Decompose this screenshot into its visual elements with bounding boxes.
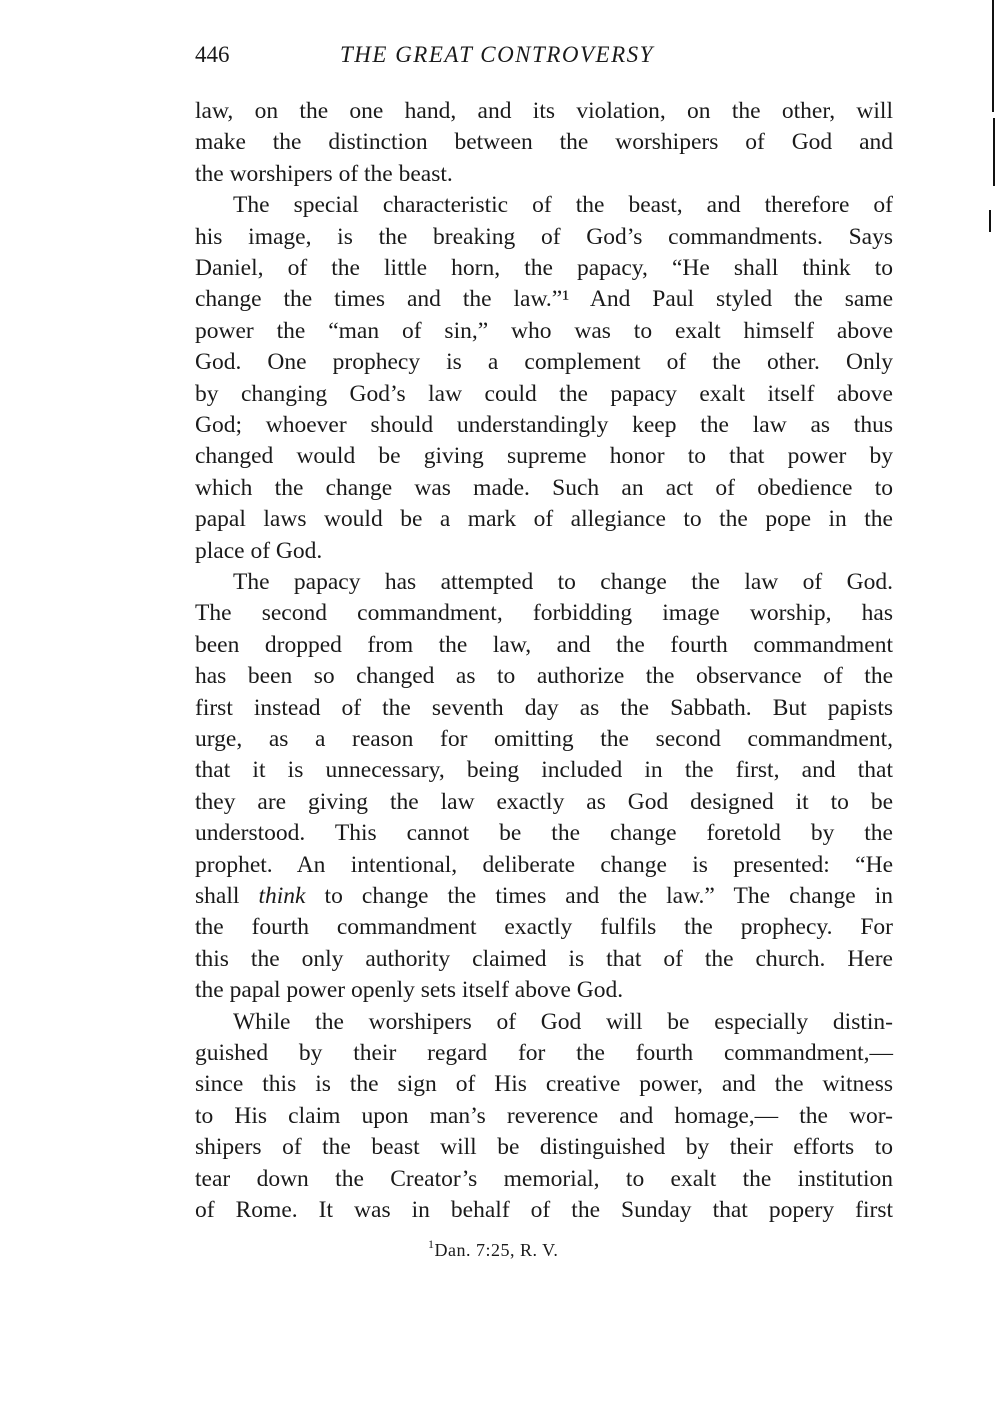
scan-edge-mark	[989, 210, 991, 232]
text-segment: to change the times and the law.” The change in	[305, 883, 893, 909]
scan-edge-mark	[992, 0, 994, 112]
text-line: been dropped from the law, and the fourth commandment	[195, 631, 893, 658]
text-line: The second commandment, forbidding image worship, has	[195, 600, 893, 627]
text-line: the fourth commandment exactly fulfils the prophecy. For	[195, 914, 893, 941]
text-line: Daniel, of the little horn, the papacy, “He shall think to	[195, 255, 893, 281]
text-line: make the distinction between the worshipers of God and	[195, 129, 893, 156]
text-line: God; whoever should understandingly keep the law as thus	[195, 412, 893, 438]
text-line: the papal power openly sets itself above God.	[195, 977, 624, 1004]
text-line: that it is unnecessary, being included in the first, and that	[195, 757, 893, 784]
text-line: change the times and the law.”¹ And Paul styled the same	[195, 286, 893, 313]
footnote-marker: 1	[428, 1237, 435, 1251]
text-line: tear down the Creator’s memorial, to exalt the institution	[195, 1165, 893, 1192]
text-line: his image, is the breaking of God’s commandments. Says	[195, 223, 893, 250]
text-line: urge, as a reason for omitting the second commandment,	[195, 726, 893, 752]
text-line: understood. This cannot be the change foretold by the	[195, 820, 893, 847]
text-line: they are giving the law exactly as God designed it to be	[195, 788, 893, 815]
text-line: place of God.	[195, 537, 323, 564]
scan-edge-mark	[993, 118, 995, 186]
text-line: the worshipers of the beast.	[195, 160, 453, 187]
text-line: this the only authority claimed is that of the church. Here	[195, 945, 893, 972]
text-line: by changing God’s law could the papacy exalt itself above	[195, 380, 893, 407]
text-line: which the change was made. Such an act of obedience to	[195, 474, 893, 501]
text-line: God. One prophecy is a complement of the other. Only	[195, 349, 893, 376]
text-line: law, on the one hand, and its violation, on the other, will	[195, 98, 893, 124]
text-line: since this is the sign of His creative power, and the witness	[195, 1071, 893, 1098]
page-number: 446	[195, 42, 230, 67]
running-title: THE GREAT CONTROVERSY	[340, 42, 654, 67]
text-line: to His claim upon man’s reverence and homage,— the wor-	[195, 1102, 893, 1129]
emphasis: think	[258, 883, 306, 909]
text-line: The papacy has attempted to change the law of God.	[233, 569, 893, 595]
text-line: changed would be giving supreme honor to that power by	[195, 443, 893, 470]
footnote	[428, 1237, 558, 1261]
text-line: power the “man of sin,” who was to exalt himself above	[195, 317, 893, 344]
text-line: The special characteristic of the beast, and therefore of	[233, 192, 893, 219]
text-line: guished by their regard for the fourth commandment,—	[195, 1040, 893, 1066]
text-line: While the worshipers of God will be especially distin-	[233, 1008, 893, 1035]
footnote-text: Dan. 7:25, R. V.	[434, 1240, 559, 1260]
text-line: has been so changed as to authorize the observance of the	[195, 663, 893, 690]
text-line: of Rome. It was in behalf of the Sunday that popery first	[195, 1197, 893, 1223]
text-segment: shall	[195, 883, 259, 909]
text-line	[195, 881, 893, 912]
text-line: papal laws would be a mark of allegiance to the pope in the	[195, 506, 893, 533]
text-line: prophet. An intentional, deliberate change is presented: “He	[195, 851, 893, 878]
text-line: first instead of the seventh day as the Sabbath. But papists	[195, 694, 893, 721]
text-line: shipers of the beast will be distinguished by their efforts to	[195, 1134, 893, 1161]
